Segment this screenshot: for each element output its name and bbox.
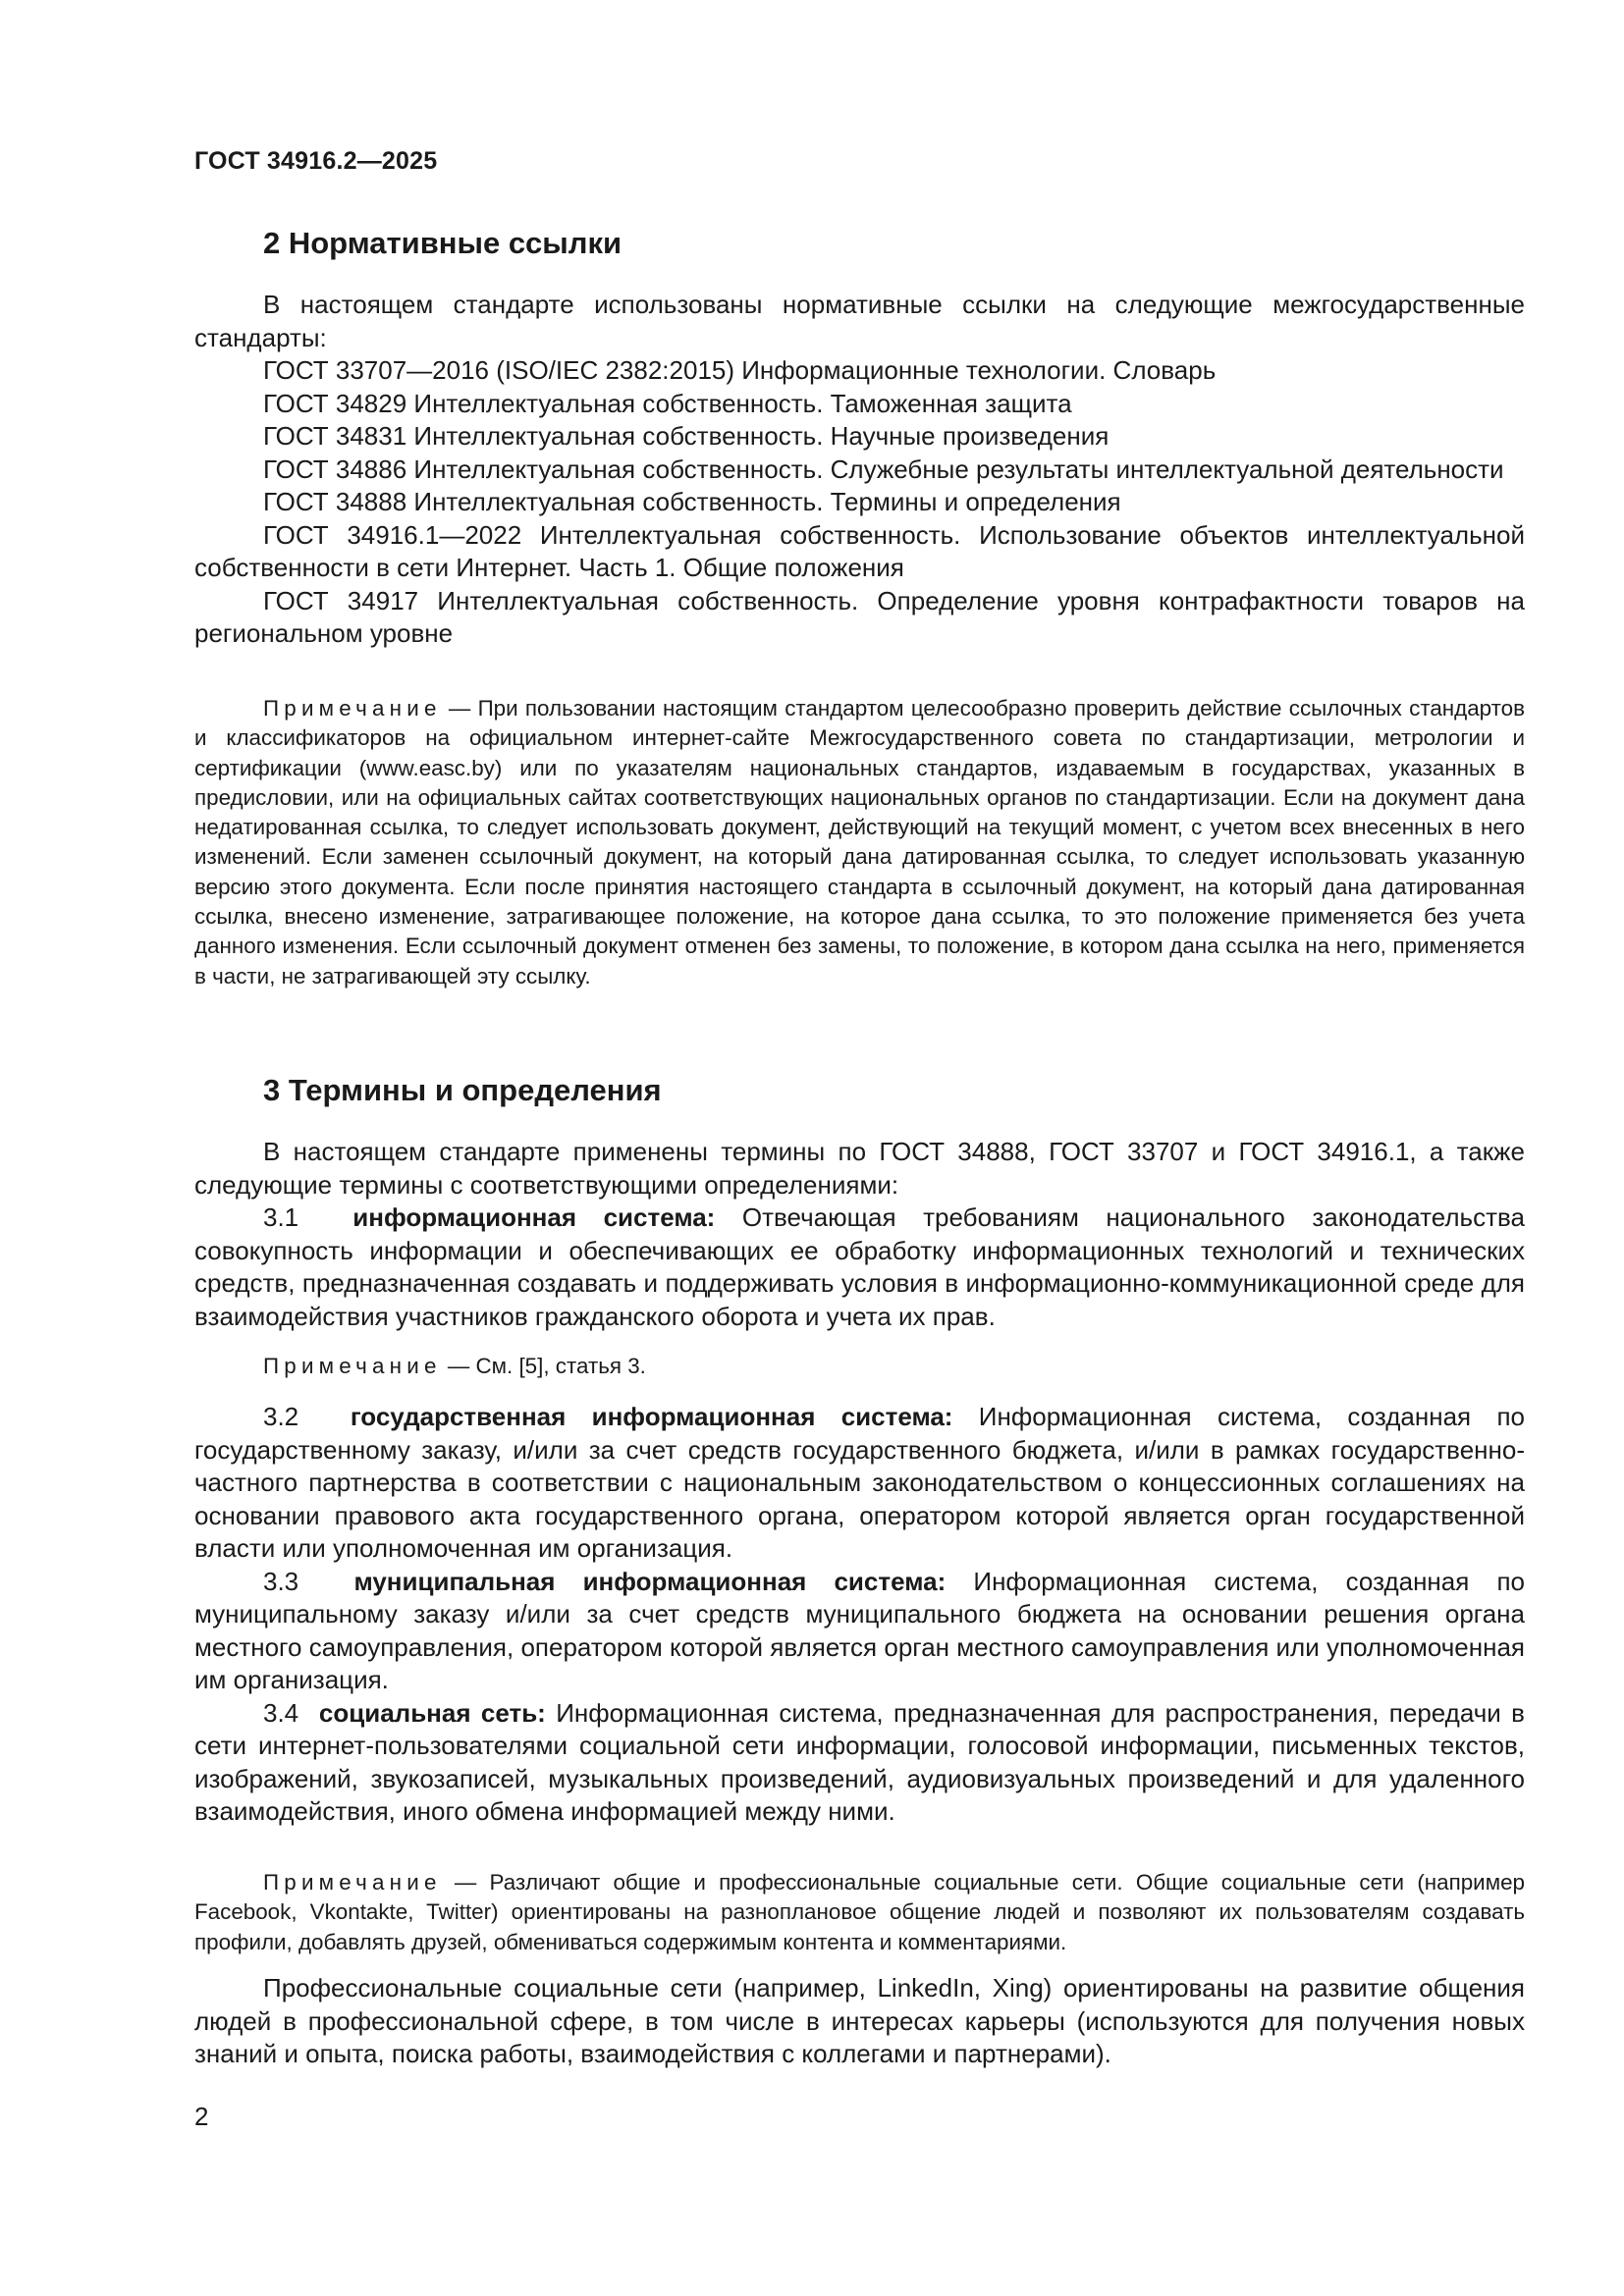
term-name: муниципальная информационная система: — [353, 1566, 947, 1596]
section-3-closing — [194, 1972, 1525, 2071]
term-entry-3-1 — [194, 1201, 1525, 1333]
section-2-intro: В настоящем стандарте использованы нормативные ссылки на следующие межгосударственные стандарты: — [194, 290, 1525, 352]
term-3-4-note — [194, 1868, 1525, 1957]
reference-item: ГОСТ 34917 Интеллектуальная собственность. Определение уровня контрафактности товаров на региональном уровне — [194, 585, 1525, 648]
reference-item: ГОСТ 34888 Интеллектуальная собственность. Термины и определения — [263, 487, 1121, 516]
note-text: — См. [5], статья 3. — [441, 1354, 646, 1378]
term-entry-3-4 — [194, 1697, 1525, 1829]
note-label: Примечание — [263, 1354, 442, 1378]
section-3-title: 3 Термины и определения — [263, 1073, 662, 1107]
note-text: — При пользовании настоящим стандартом целесообразно проверить действие ссылочных стандартов и классификаторов на официальном интернет-сайте Межгосударственного совета по стандартизации, метрологии и сертификации (www.easc.by) или по указателям национальных стандартов, издаваемым в государствах, указанных в предисловии, или на официальных сайтах соответствующих национальных органов по стандартизации. Если на документ дана недатированная ссылка, то следует использовать документ, действующий на текущий момент, с учетом всех внесенных в него изменений. Если заменен ссылочный документ, на который дана датированная ссылка, то следует использовать указанную версию этого документа. Если после принятия настоящего стандарта в ссылочный документ, на который дана датированная ссылка, внесено изменение, затрагивающее положение, на которое дана ссылка, то это положение применяется без учета данного изменения. Если ссылочный документ отменен без замены, то положение, в котором дана ссылка на него, применяется в части, не затрагивающей эту ссылку. — [194, 696, 1525, 988]
term-definition: Информационная система, созданная по государственному заказу, и/или за счет средств государственного бюджета, и/или в рамках государственно-частного партнерства в соответствии с национальным законодательством о концессионных соглашениях на основании правового акта государственного органа, оператором которой является орган государственной власти или уполномоченная им организация. — [194, 1402, 1525, 1563]
term-name: государственная информационная система: — [350, 1402, 953, 1431]
term-definition: Отвечающая требованиям национального законодательства совокупность информации и обеспечивающих ее обработку информационных технологий и технических средств, предназначенная создавать и поддерживать условия в информационно-коммуникационной среде для взаимодействия участников гражданского оборота и учета их прав. — [194, 1202, 1525, 1331]
term-3-1-note — [194, 1352, 1525, 1381]
reference-item: ГОСТ 33707—2016 (ISO/IEC 2382:2015) Информационные технологии. Словарь — [263, 355, 1217, 385]
section-2-title: 2 Нормативные ссылки — [263, 226, 623, 260]
reference-item: ГОСТ 34916.1—2022 Интеллектуальная собственность. Использование объектов интеллектуальной собственности в сети Интернет. Часть 1. Общие положения — [194, 519, 1525, 582]
note-text: — Различают общие и профессиональные социальные сети. Общие социальные сети (например Facebook, Vkontakte, Twitter) ориентированы на разноплановое общение людей и позволяют их пользователям создавать профили, добавлять друзей, обмениваться содержимым контента и комментариями. — [194, 1870, 1525, 1954]
term-entry-3-3 — [194, 1566, 1525, 1697]
reference-item: ГОСТ 34829 Интеллектуальная собственность. Таможенная защита — [263, 388, 1072, 418]
page-number: 2 — [194, 2102, 209, 2131]
term-definition: Информационная система, предназначенная для распространения, передачи в сети интернет-пользователями социальной сети информации, голосовой информации, письменных текстов, изображений, звукозаписей, музыкальных произведений, аудиовизуальных произведений и для удаленного взаимодействия, иного обмена информацией между ними. — [194, 1697, 1525, 1826]
reference-item: ГОСТ 34886 Интеллектуальная собственность. Служебные результаты интеллектуальной деятельности — [263, 454, 1504, 484]
term-number: 3.1 — [263, 1202, 299, 1232]
term-number: 3.4 — [263, 1697, 299, 1728]
section-3-body-b — [194, 1401, 1525, 1829]
term-number: 3.2 — [263, 1402, 299, 1431]
document-code-header: ГОСТ 34916.2—2025 — [194, 147, 438, 175]
section-2-note — [194, 694, 1525, 991]
section-3-body-a — [194, 1136, 1525, 1333]
section-2-body — [194, 289, 1525, 651]
note-label: Примечание — [263, 1870, 442, 1895]
closing-paragraph: Профессиональные социальные сети (например, LinkedIn, Xing) ориентированы на развитие общения людей в профессиональной сфере, в том числе в интересах карьеры (используются для получения новых знаний и опыта, поиска работы, взаимодействия с коллегами и партнерами). — [194, 1973, 1525, 2068]
term-entry-3-2 — [194, 1401, 1525, 1566]
term-number: 3.3 — [263, 1566, 299, 1596]
term-name: информационная система: — [352, 1202, 716, 1232]
term-name: социальная сеть: — [318, 1697, 546, 1728]
term-definition: Информационная система, созданная по муниципальному заказу и/или за счет средств муниципального бюджета на основании решения органа местного самоуправления, оператором которой является орган местного самоуправления или уполномоченная им организация. — [194, 1566, 1525, 1694]
section-3-intro: В настоящем стандарте применены термины по ГОСТ 34888, ГОСТ 33707 и ГОСТ 34916.1, а также следующие термины с соответствующими определениями: — [194, 1137, 1525, 1200]
reference-item: ГОСТ 34831 Интеллектуальная собственность. Научные произведения — [263, 421, 1110, 451]
note-label: Примечание — [263, 696, 442, 721]
